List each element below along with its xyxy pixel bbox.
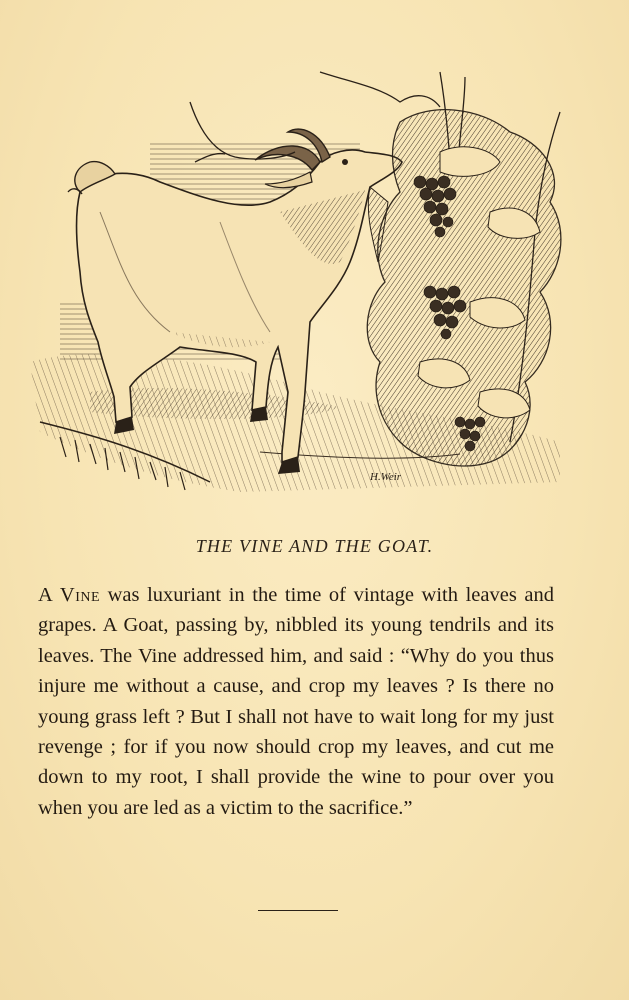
vine-and-goat-engraving [20,62,580,502]
engraver-signature: H.Weir [370,471,402,483]
fable-lead-word: A Vine [38,584,101,606]
fable-body: was luxuriant in the time of vintage with leaves and grapes. A Goat, passing by, nibbled its young tendrils and its leaves. The Vine addressed him, and said : “Why do you thus injure me without a cause, and crop my leaves ? Is there no young grass left ? But I shall not have to wait long for my just revenge ; for if you now should crop my leaves, and cut me down to my root, I shall provide the wine to pour over you when you are led as a victim to the sacrifice.” [38,584,554,819]
vine-leaves [367,110,561,466]
end-rule [258,910,338,911]
illustration-caption: THE VINE AND THE GOAT. [195,536,434,556]
fable-text [38,580,554,823]
